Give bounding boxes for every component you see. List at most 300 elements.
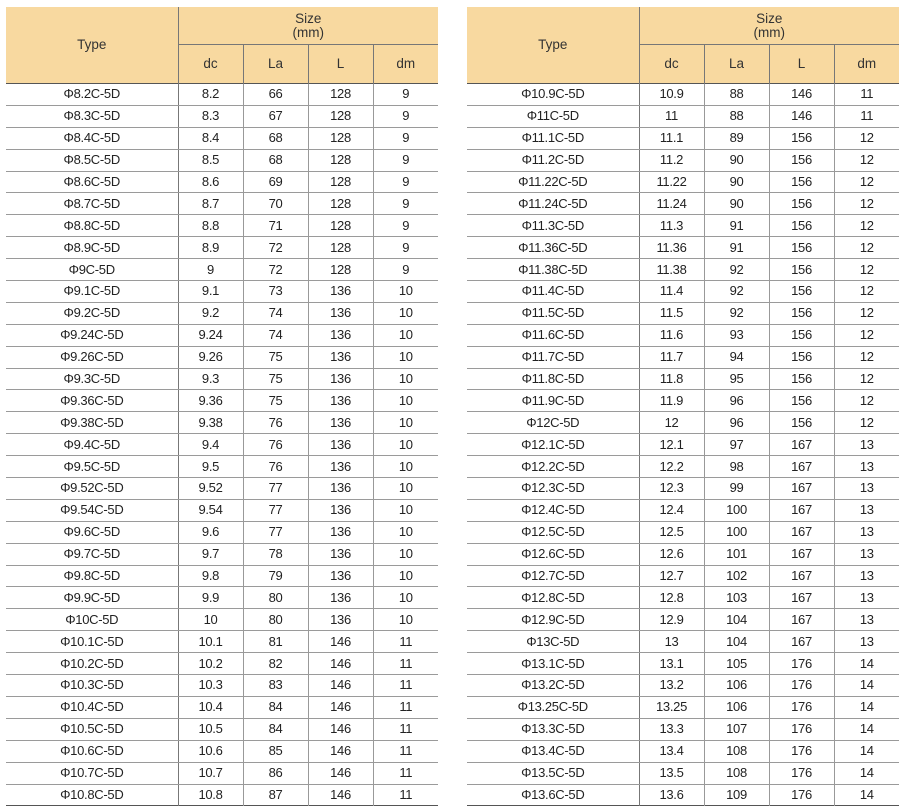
type-cell: Φ9.6C-5D <box>6 521 178 543</box>
dc-cell: 12.7 <box>639 565 704 587</box>
l-cell: 146 <box>769 105 834 127</box>
dm-cell: 11 <box>373 718 438 740</box>
l-cell: 136 <box>308 368 373 390</box>
table-row <box>467 499 899 521</box>
table-row <box>6 324 438 346</box>
l-cell: 128 <box>308 237 373 259</box>
table-row <box>467 149 899 171</box>
la-cell: 71 <box>243 215 308 237</box>
la-cell: 87 <box>243 784 308 806</box>
table-row <box>6 368 438 390</box>
dc-cell: 11.7 <box>639 346 704 368</box>
dc-cell: 9.3 <box>178 368 243 390</box>
la-cell: 73 <box>243 281 308 303</box>
la-cell: 72 <box>243 259 308 281</box>
la-cell: 74 <box>243 324 308 346</box>
type-cell: Φ13.1C-5D <box>467 653 639 675</box>
dm-header: dm <box>373 45 438 84</box>
spec-table-right <box>467 7 899 806</box>
table-row <box>6 521 438 543</box>
dc-cell: 11.24 <box>639 193 704 215</box>
dm-cell: 12 <box>834 324 899 346</box>
dm-cell: 13 <box>834 631 899 653</box>
l-cell: 136 <box>308 565 373 587</box>
l-header: L <box>769 45 834 84</box>
la-cell: 85 <box>243 740 308 762</box>
table-row <box>467 543 899 565</box>
table-row <box>6 499 438 521</box>
type-cell: Φ12.6C-5D <box>467 543 639 565</box>
l-cell: 156 <box>769 390 834 412</box>
dc-cell: 10.9 <box>639 84 704 106</box>
dc-cell: 12 <box>639 412 704 434</box>
table-row <box>467 653 899 675</box>
dc-cell: 9.26 <box>178 346 243 368</box>
l-cell: 146 <box>308 653 373 675</box>
l-cell: 128 <box>308 84 373 106</box>
dm-cell: 13 <box>834 565 899 587</box>
type-cell: Φ13.6C-5D <box>467 784 639 806</box>
l-cell: 136 <box>308 543 373 565</box>
la-cell: 81 <box>243 631 308 653</box>
dc-cell: 9.52 <box>178 478 243 500</box>
dm-cell: 9 <box>373 237 438 259</box>
dc-cell: 10.8 <box>198 786 223 802</box>
table-row <box>6 149 438 171</box>
type-cell: Φ13.5C-5D <box>467 762 639 784</box>
dm-cell: 12 <box>834 149 899 171</box>
table-row <box>6 675 438 697</box>
type-header: Type <box>6 7 178 84</box>
dc-cell: 9.8 <box>178 565 243 587</box>
dc-cell: 10.6 <box>178 740 243 762</box>
table-row <box>467 346 899 368</box>
type-cell: Φ10.7C-5D <box>6 762 178 784</box>
l-cell: 128 <box>308 259 373 281</box>
l-cell: 167 <box>769 456 834 478</box>
la-cell: 76 <box>243 434 308 456</box>
l-cell: 146 <box>308 675 373 697</box>
dm-cell: 11 <box>373 762 438 784</box>
l-cell: 156 <box>769 281 834 303</box>
type-cell: Φ13C-5D <box>467 631 639 653</box>
dm-cell: 13 <box>834 434 899 456</box>
dm-cell: 11 <box>834 84 899 106</box>
la-cell: 80 <box>243 587 308 609</box>
dm-cell: 11 <box>373 675 438 697</box>
table-row <box>467 412 899 434</box>
dm-cell: 11 <box>834 105 899 127</box>
la-cell: 75 <box>243 368 308 390</box>
dc-cell: 12.2 <box>639 456 704 478</box>
l-cell: 167 <box>769 631 834 653</box>
l-cell: 128 <box>308 105 373 127</box>
la-cell: 93 <box>704 324 769 346</box>
size-label: Size <box>756 10 783 26</box>
l-cell: 146 <box>308 718 373 740</box>
la-cell: 68 <box>243 149 308 171</box>
type-cell: Φ8.8C-5D <box>6 215 178 237</box>
dc-cell: 13.1 <box>639 653 704 675</box>
l-cell: 136 <box>308 412 373 434</box>
dm-cell: 10 <box>373 368 438 390</box>
table-row <box>6 762 438 784</box>
l-cell: 167 <box>769 609 834 631</box>
l-cell: 136 <box>308 499 373 521</box>
dm-cell: 10 <box>373 324 438 346</box>
type-cell: Φ13.3C-5D <box>467 718 639 740</box>
l-cell: 167 <box>769 565 834 587</box>
type-cell: Φ8.9C-5D <box>6 237 178 259</box>
table-row <box>467 565 899 587</box>
dm-cell: 13 <box>834 478 899 500</box>
l-cell: 128 <box>308 215 373 237</box>
dm-cell: 14 <box>834 762 899 784</box>
type-cell: Φ11.3C-5D <box>467 215 639 237</box>
dm-cell: 12 <box>834 237 899 259</box>
dm-cell: 13 <box>834 499 899 521</box>
l-cell: 156 <box>769 346 834 368</box>
type-cell: Φ10.4C-5D <box>6 696 178 718</box>
type-cell: Φ9.52C-5D <box>6 478 178 500</box>
type-cell: Φ12.4C-5D <box>467 499 639 521</box>
l-cell: 167 <box>769 521 834 543</box>
l-cell: 146 <box>308 696 373 718</box>
la-cell: 76 <box>243 412 308 434</box>
dc-cell: 13.3 <box>639 718 704 740</box>
table-row <box>6 696 438 718</box>
l-cell: 146 <box>308 784 373 806</box>
dc-cell: 11.22 <box>639 171 704 193</box>
dc-cell: 10.1 <box>178 631 243 653</box>
l-cell: 146 <box>308 740 373 762</box>
dm-cell: 13 <box>834 543 899 565</box>
dc-cell: 9.6 <box>178 521 243 543</box>
dc-cell: 8.4 <box>178 127 243 149</box>
dc-cell: 9.2 <box>178 302 243 324</box>
type-cell: Φ9.9C-5D <box>6 587 178 609</box>
la-cell: 70 <box>243 193 308 215</box>
dc-cell: 12.5 <box>639 521 704 543</box>
dc-cell: 11.5 <box>639 302 704 324</box>
dc-cell: 8.6 <box>178 171 243 193</box>
type-cell: Φ11.24C-5D <box>467 193 639 215</box>
type-cell: Φ10.5C-5D <box>6 718 178 740</box>
l-cell: 167 <box>769 478 834 500</box>
dc-cell: 11.6 <box>639 324 704 346</box>
type-cell: Φ8.5C-5D <box>6 149 178 171</box>
dm-cell: 12 <box>834 259 899 281</box>
l-cell: 128 <box>308 171 373 193</box>
size-label: Size <box>295 10 322 26</box>
dm-cell: 9 <box>373 215 438 237</box>
l-cell: 156 <box>769 324 834 346</box>
la-cell: 108 <box>704 740 769 762</box>
la-cell: 95 <box>704 368 769 390</box>
table-row <box>467 171 899 193</box>
la-cell: 104 <box>704 609 769 631</box>
type-cell: Φ9.8C-5D <box>6 565 178 587</box>
dm-cell: 10 <box>373 390 438 412</box>
table-row <box>6 346 438 368</box>
la-cell: 90 <box>704 193 769 215</box>
l-cell: 128 <box>308 149 373 171</box>
dm-cell: 12 <box>834 127 899 149</box>
table-row <box>467 478 899 500</box>
type-cell: Φ9.38C-5D <box>6 412 178 434</box>
type-cell: Φ10.1C-5D <box>6 631 178 653</box>
dm-cell: 10 <box>373 456 438 478</box>
type-header: Type <box>467 7 639 84</box>
dc-cell: 11.9 <box>639 390 704 412</box>
dm-cell: 13 <box>834 456 899 478</box>
la-cell: 96 <box>704 390 769 412</box>
dm-cell: 11 <box>373 653 438 675</box>
table-body-right <box>467 84 899 806</box>
la-cell: 100 <box>704 499 769 521</box>
la-cell: 106 <box>704 696 769 718</box>
l-cell: 176 <box>769 762 834 784</box>
la-cell: 77 <box>243 478 308 500</box>
l-cell: 146 <box>308 762 373 784</box>
dc-cell: 10 <box>178 609 243 631</box>
la-cell: 108 <box>704 762 769 784</box>
type-cell: Φ9.5C-5D <box>6 456 178 478</box>
l-cell: 128 <box>308 193 373 215</box>
table-row <box>6 390 438 412</box>
type-cell: Φ10.2C-5D <box>6 653 178 675</box>
dm-cell: 10 <box>373 412 438 434</box>
dc-cell: 12.8 <box>639 587 704 609</box>
dc-cell: 10.5 <box>178 718 243 740</box>
table-row <box>467 609 899 631</box>
l-cell: 146 <box>769 84 834 106</box>
dc-cell: 11.38 <box>639 259 704 281</box>
la-cell: 86 <box>243 762 308 784</box>
l-cell: 136 <box>308 434 373 456</box>
l-cell: 156 <box>769 368 834 390</box>
dm-cell: 12 <box>834 368 899 390</box>
la-cell: 80 <box>243 609 308 631</box>
type-cell: Φ12C-5D <box>467 412 639 434</box>
dc-cell: 9.9 <box>178 587 243 609</box>
table-row <box>6 653 438 675</box>
type-cell: Φ12.8C-5D <box>467 587 639 609</box>
type-cell: Φ8.7C-5D <box>6 193 178 215</box>
dc-cell: 10.7 <box>178 762 243 784</box>
type-cell: Φ12.7C-5D <box>467 565 639 587</box>
la-cell: 77 <box>243 499 308 521</box>
table-row <box>467 215 899 237</box>
dc-cell: 8.3 <box>178 105 243 127</box>
type-cell: Φ12.5C-5D <box>467 521 639 543</box>
dm-cell: 14 <box>834 784 899 806</box>
type-cell: Φ11.4C-5D <box>467 281 639 303</box>
la-cell: 105 <box>704 653 769 675</box>
type-cell: Φ9.3C-5D <box>6 368 178 390</box>
dc-cell: 9.4 <box>178 434 243 456</box>
l-cell: 176 <box>769 740 834 762</box>
type-cell: Φ12.2C-5D <box>467 456 639 478</box>
la-cell: 88 <box>704 105 769 127</box>
la-cell: 78 <box>243 543 308 565</box>
table-row <box>6 259 438 281</box>
table-row <box>467 784 899 806</box>
table-row <box>6 456 438 478</box>
size-header <box>178 7 438 45</box>
type-cell: Φ9.7C-5D <box>6 543 178 565</box>
l-cell: 156 <box>769 215 834 237</box>
table-row <box>6 587 438 609</box>
table-row <box>6 412 438 434</box>
type-cell: Φ9.26C-5D <box>6 346 178 368</box>
type-cell: Φ11.36C-5D <box>467 237 639 259</box>
dm-cell: 10 <box>373 565 438 587</box>
dc-cell: 11.8 <box>639 368 704 390</box>
type-cell: Φ10.3C-5D <box>6 675 178 697</box>
type-cell: Φ11.1C-5D <box>467 127 639 149</box>
dm-cell: 12 <box>834 412 899 434</box>
dc-cell: 11.1 <box>639 127 704 149</box>
dc-cell: 11.3 <box>639 215 704 237</box>
dm-cell: 13 <box>834 587 899 609</box>
dc-cell: 8.7 <box>178 193 243 215</box>
dc-cell: 12.1 <box>639 434 704 456</box>
table-row <box>467 302 899 324</box>
table-row <box>467 675 899 697</box>
dm-cell: 11 <box>373 631 438 653</box>
dc-cell: 12.3 <box>639 478 704 500</box>
dc-cell: 9.38 <box>178 412 243 434</box>
size-unit: (mm) <box>753 24 786 40</box>
dm-cell: 12 <box>834 215 899 237</box>
table-row <box>467 390 899 412</box>
l-cell: 156 <box>769 171 834 193</box>
la-cell: 104 <box>704 631 769 653</box>
la-cell: 75 <box>243 346 308 368</box>
la-cell: 82 <box>243 653 308 675</box>
spec-table-left <box>6 7 438 806</box>
dc-header: dc <box>639 45 704 84</box>
la-header: La <box>243 45 308 84</box>
l-cell: 176 <box>769 653 834 675</box>
dm-cell: 14 <box>834 718 899 740</box>
dc-cell: 9 <box>178 259 243 281</box>
dc-cell: 11.2 <box>639 149 704 171</box>
l-cell: 156 <box>769 259 834 281</box>
l-cell: 176 <box>769 718 834 740</box>
table-row <box>6 127 438 149</box>
la-cell: 84 <box>243 696 308 718</box>
dm-cell: 10 <box>373 302 438 324</box>
dm-cell: 9 <box>373 84 438 106</box>
table-row <box>6 237 438 259</box>
dc-cell: 9.54 <box>178 499 243 521</box>
la-cell: 109 <box>704 784 769 806</box>
la-cell: 107 <box>704 718 769 740</box>
dc-cell: 13.25 <box>639 696 704 718</box>
dm-cell: 10 <box>373 478 438 500</box>
l-cell: 136 <box>308 346 373 368</box>
la-cell: 96 <box>704 412 769 434</box>
la-cell: 103 <box>704 587 769 609</box>
table-row <box>6 171 438 193</box>
dm-cell: 13 <box>834 609 899 631</box>
table-row <box>467 259 899 281</box>
type-cell: Φ8.3C-5D <box>6 105 178 127</box>
l-header: L <box>308 45 373 84</box>
table-row <box>467 434 899 456</box>
size-unit: (mm) <box>292 24 325 40</box>
dm-cell: 14 <box>834 740 899 762</box>
dc-header: dc <box>178 45 243 84</box>
table-row <box>6 543 438 565</box>
l-cell: 176 <box>769 696 834 718</box>
la-cell: 91 <box>704 215 769 237</box>
dm-cell: 12 <box>834 281 899 303</box>
l-cell: 136 <box>308 478 373 500</box>
l-cell: 136 <box>308 281 373 303</box>
la-cell: 92 <box>704 281 769 303</box>
l-cell: 136 <box>308 587 373 609</box>
dm-cell: 9 <box>373 149 438 171</box>
table-row <box>467 718 899 740</box>
dc-cell: 8.5 <box>178 149 243 171</box>
la-cell: 90 <box>704 171 769 193</box>
la-cell: 72 <box>243 237 308 259</box>
type-cell: Φ13.4C-5D <box>467 740 639 762</box>
la-cell: 106 <box>704 675 769 697</box>
type-cell: Φ11.38C-5D <box>467 259 639 281</box>
dc-cell: 10.2 <box>178 653 243 675</box>
type-cell: Φ10.6C-5D <box>6 740 178 762</box>
table-row <box>6 609 438 631</box>
table-row <box>6 631 438 653</box>
la-cell: 84 <box>243 718 308 740</box>
type-cell: Φ9.54C-5D <box>6 499 178 521</box>
l-cell: 156 <box>769 302 834 324</box>
dm-cell: 10 <box>373 346 438 368</box>
dc-cell: 11.36 <box>639 237 704 259</box>
dm-cell: 10 <box>373 521 438 543</box>
la-cell: 77 <box>243 521 308 543</box>
dm-cell: 14 <box>834 696 899 718</box>
type-cell: Φ11.8C-5D <box>467 368 639 390</box>
dm-cell: 14 <box>834 653 899 675</box>
l-cell: 136 <box>308 390 373 412</box>
la-cell: 91 <box>704 237 769 259</box>
la-cell: 68 <box>243 127 308 149</box>
table-row <box>6 84 438 106</box>
dc-cell: 12.4 <box>639 499 704 521</box>
dc-cell: 8.9 <box>178 237 243 259</box>
la-cell: 69 <box>243 171 308 193</box>
type-cell: Φ9.24C-5D <box>6 324 178 346</box>
la-cell: 88 <box>704 84 769 106</box>
type-cell: Φ10C-5D <box>6 609 178 631</box>
dc-cell: 13.4 <box>639 740 704 762</box>
dm-cell: 12 <box>834 302 899 324</box>
table-row <box>6 784 438 806</box>
type-cell: Φ12.1C-5D <box>467 434 639 456</box>
dm-cell: 11 <box>373 696 438 718</box>
dc-cell: 11 <box>639 105 704 127</box>
la-cell: 79 <box>243 565 308 587</box>
dc-cell: 10.3 <box>178 675 243 697</box>
table-row <box>467 84 899 106</box>
la-cell: 74 <box>243 302 308 324</box>
type-cell: Φ9.1C-5D <box>6 281 178 303</box>
